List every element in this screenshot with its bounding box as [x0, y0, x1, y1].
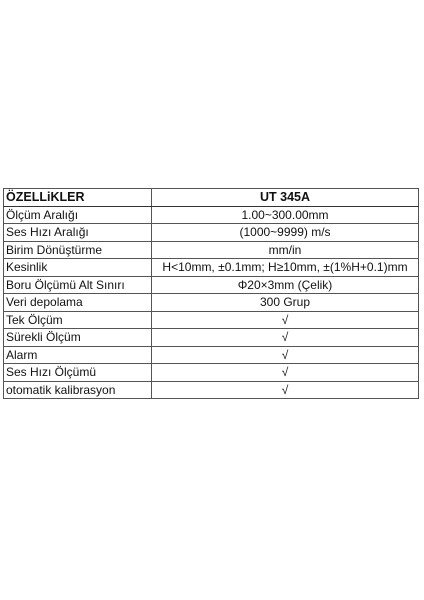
table-row: [4, 311, 419, 329]
feature-cell: otomatik kalibrasyon: [4, 381, 152, 399]
value-cell: √: [152, 346, 419, 364]
value-cell: √: [152, 364, 419, 382]
header-features: ÖZELLiKLER: [4, 189, 152, 207]
table-row: [4, 329, 419, 347]
value-cell: √: [152, 381, 419, 399]
table-row: [4, 364, 419, 382]
table-row: [4, 224, 419, 242]
value-cell: (1000~9999) m/s: [152, 224, 419, 242]
feature-cell: Tek Ölçüm: [4, 311, 152, 329]
value-cell: √: [152, 311, 419, 329]
value-cell: H<10mm, ±0.1mm; H≥10mm, ±(1%H+0.1)mm: [152, 259, 419, 277]
feature-cell: Boru Ölçümü Alt Sınırı: [4, 276, 152, 294]
feature-cell: Ölçüm Aralığı: [4, 206, 152, 224]
feature-cell: Sürekli Ölçüm: [4, 329, 152, 347]
feature-cell: Birim Dönüştürme: [4, 241, 152, 259]
table-row: [4, 381, 419, 399]
table-row: [4, 346, 419, 364]
value-cell: Φ20×3mm (Çelik): [152, 276, 419, 294]
header-model: UT 345A: [152, 189, 419, 207]
table-row: [4, 259, 419, 277]
table-row: [4, 241, 419, 259]
feature-cell: Kesinlik: [4, 259, 152, 277]
feature-cell: Alarm: [4, 346, 152, 364]
value-cell: √: [152, 329, 419, 347]
feature-cell: Ses Hızı Aralığı: [4, 224, 152, 242]
table-row: [4, 276, 419, 294]
feature-cell: Ses Hızı Ölçümü: [4, 364, 152, 382]
feature-cell: Veri depolama: [4, 294, 152, 312]
value-cell: mm/in: [152, 241, 419, 259]
table-row: [4, 294, 419, 312]
specifications-table: [3, 188, 419, 399]
table-header-row: [4, 189, 419, 207]
value-cell: 1.00~300.00mm: [152, 206, 419, 224]
table-body: [4, 206, 419, 399]
value-cell: 300 Grup: [152, 294, 419, 312]
table-row: [4, 206, 419, 224]
